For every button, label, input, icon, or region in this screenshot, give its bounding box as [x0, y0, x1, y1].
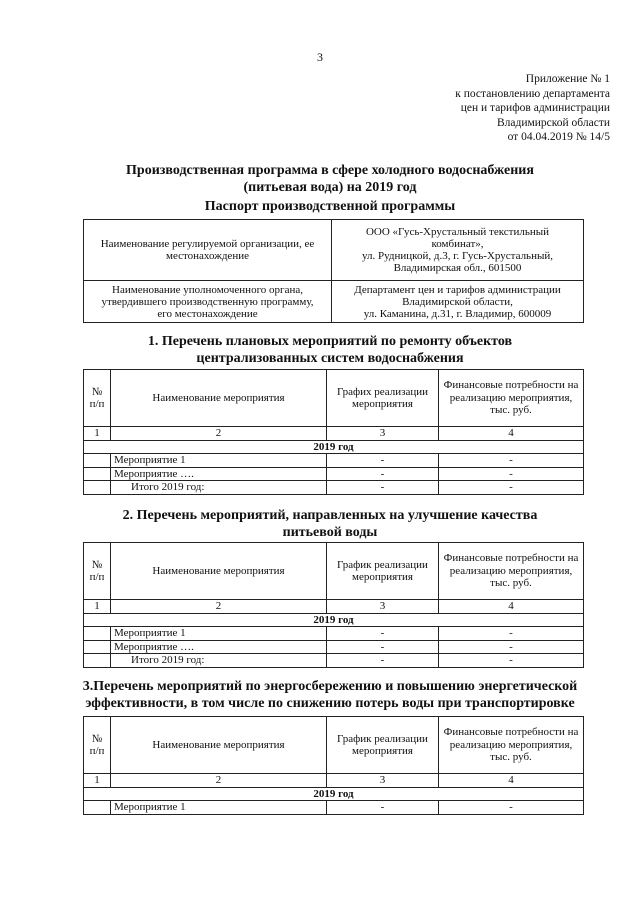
column-number-row [84, 774, 584, 788]
col-number: 4 [439, 600, 584, 614]
passport-row [84, 220, 584, 281]
col-number: 4 [439, 427, 584, 441]
table-header-row [84, 370, 584, 427]
year-row [84, 440, 584, 454]
num-cell [84, 467, 111, 481]
num-cell [84, 640, 111, 654]
value-line: Департамент цен и тарифов администрации [354, 283, 561, 296]
schedule-cell: - [327, 801, 439, 815]
table-header-row [84, 717, 584, 774]
table-row [84, 801, 584, 815]
document-title [60, 162, 600, 196]
header-num: № п/п [84, 543, 111, 600]
col-number: 3 [327, 774, 439, 788]
num-cell [84, 654, 111, 668]
passport-label [84, 281, 332, 323]
col-number: 3 [327, 427, 439, 441]
title-line: (питьевая вода) на 2019 год [243, 180, 417, 195]
finance-cell: - [439, 454, 584, 468]
label-line: утвердившего производственную программу, [101, 295, 314, 308]
heading-line: 2. Перечень мероприятий, направленных на улучшение качества [122, 508, 538, 523]
measure-name: Мероприятие …. [111, 467, 327, 481]
passport-row [84, 281, 584, 323]
measure-name: Мероприятие …. [111, 640, 327, 654]
section-2-table [83, 542, 584, 668]
section-3-table [83, 716, 584, 815]
passport-value [332, 220, 584, 281]
heading-line: централизованных систем водоснабжения [196, 351, 464, 366]
finance-cell: - [439, 627, 584, 641]
value-line: ООО «Гусь-Хрустальный текстильный [365, 226, 550, 238]
measure-name: Мероприятие 1 [111, 627, 327, 641]
table-row [84, 467, 584, 481]
title-line: Производственная программа в сфере холодного водоснабжения [126, 163, 534, 178]
column-number-row [84, 427, 584, 441]
heading-line: питьевой воды [282, 525, 378, 540]
appendix-line: Владимирской области [496, 116, 610, 129]
year-row [84, 787, 584, 801]
value-line: Владимирская обл., 601500 [393, 262, 522, 274]
page-number: 3 [317, 50, 323, 64]
num-cell [84, 801, 111, 815]
header-name: Наименование мероприятия [111, 543, 327, 600]
table-row [84, 640, 584, 654]
col-number: 4 [439, 774, 584, 788]
num-cell [84, 454, 111, 468]
header-num: № п/п [84, 370, 111, 427]
value-line: ул. Рудницкой, д.3, г. Гусь-Хрустальный, [361, 250, 553, 262]
table-row [84, 454, 584, 468]
col-number: 2 [111, 774, 327, 788]
col-number: 1 [84, 427, 111, 441]
heading-line: 1. Перечень плановых мероприятий по ремонту объектов [147, 334, 513, 349]
header-finance: Финансовые потребности на реализацию мероприятия, тыс. руб. [439, 370, 584, 427]
section-2-heading [60, 507, 600, 541]
label-line: Наименование уполномоченного органа, [112, 283, 303, 296]
total-label: Итого 2019 год: [111, 654, 327, 668]
appendix-line: Приложение № 1 [525, 73, 610, 85]
col-number: 2 [111, 427, 327, 441]
appendix-block [400, 72, 610, 145]
label-line: его местонахождение [157, 307, 258, 320]
schedule-cell: - [327, 467, 439, 481]
appendix-line: от 04.04.2019 № 14/5 [507, 131, 610, 143]
heading-line: эффективности, в том числе по снижению потерь воды при транспортировке [85, 696, 575, 711]
finance-cell: - [439, 640, 584, 654]
total-row [84, 654, 584, 668]
year-label: 2019 год [84, 787, 584, 801]
total-row [84, 481, 584, 495]
year-label: 2019 год [84, 613, 584, 627]
passport-label: Наименование регулируемой организации, ее местонахождение [84, 220, 332, 281]
passport-value [332, 281, 584, 323]
schedule-cell: - [327, 654, 439, 668]
column-number-row [84, 600, 584, 614]
section-1-table [83, 369, 584, 495]
header-schedule: График реализации мероприятия [327, 543, 439, 600]
total-label: Итого 2019 год: [111, 481, 327, 495]
appendix-line: цен и тарифов администрации [460, 102, 610, 114]
value-line: ул. Каманина, д.31, г. Владимир, 600009 [363, 307, 552, 320]
finance-cell: - [439, 654, 584, 668]
passport-table [83, 219, 584, 323]
schedule-cell: - [327, 640, 439, 654]
table-row [84, 627, 584, 641]
finance-cell: - [439, 801, 584, 815]
schedule-cell: - [327, 454, 439, 468]
section-1-heading [60, 333, 600, 367]
passport-heading: Паспорт производственной программы [204, 199, 456, 214]
col-number: 1 [84, 774, 111, 788]
schedule-cell: - [327, 627, 439, 641]
header-name: Наименование мероприятия [111, 370, 327, 427]
num-cell [84, 481, 111, 495]
appendix-line: к постановлению департамента [455, 87, 610, 100]
header-name: Наименование мероприятия [111, 717, 327, 774]
year-row [84, 613, 584, 627]
num-cell [84, 627, 111, 641]
section-3-heading [40, 678, 620, 712]
header-schedule: График реализации мероприятия [327, 717, 439, 774]
header-schedule: Графих реализации мероприятия [327, 370, 439, 427]
finance-cell: - [439, 481, 584, 495]
measure-name: Мероприятие 1 [111, 801, 327, 815]
year-label: 2019 год [84, 440, 584, 454]
measure-name: Мероприятие 1 [111, 454, 327, 468]
finance-cell: - [439, 467, 584, 481]
schedule-cell: - [327, 481, 439, 495]
value-line: комбинат», [431, 238, 484, 250]
value-line: Владимирской области, [402, 295, 513, 308]
header-num: № п/п [84, 717, 111, 774]
col-number: 3 [327, 600, 439, 614]
col-number: 2 [111, 600, 327, 614]
heading-line: 3.Перечень мероприятий по энергосбережению и повышению энергетической [82, 679, 578, 694]
header-finance: Финансовые потребности на реализацию мероприятия, тыс. руб. [439, 543, 584, 600]
col-number: 1 [84, 600, 111, 614]
table-header-row [84, 543, 584, 600]
header-finance: Финансовые потребности на реализацию мероприятия, тыс. руб. [439, 717, 584, 774]
